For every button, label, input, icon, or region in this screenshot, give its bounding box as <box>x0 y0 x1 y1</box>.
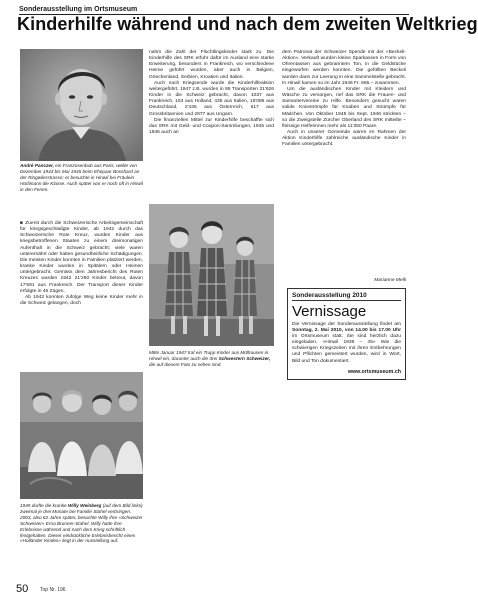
caption-tail-schwestern: die auf diesem Foto zu sehen sind. <box>149 361 222 367</box>
col3-paragraph-1: dem Patronat der Schweizer Spende mit der «Beckeli-Aktion». Verkauft wurden kleine Sparkassen in Form von Ohrentassen aus gebranntem Ton, in die Geldstücke eingeworfen werden konnten. Die gefüllten Beckeli wurden dann zur Leerung in eine Sammelstelle gebracht. In Hinwil kamen so im Jahr 1946 Fr. 665.– zusammen. <box>282 50 406 86</box>
page-headline: Kinderhilfe während und nach dem zweiten Weltkrieg <box>17 14 478 34</box>
author-signature: Marianne Melli <box>374 278 406 283</box>
infobox-kicker: Sonderausstellung 2010 <box>292 292 401 301</box>
col2-paragraph-1: nahm die Zahl der Flüchtlingskinder stark zu. Die Kinderhilfe des SRK erfuhr dafür im Ausland eine starke Erweiterung, besonders in Frankreich, wo verschiedene Heime geführt wurden, aber auch in Belgien, Griechenland, Serbien, Kroatien und Italien. <box>149 50 274 80</box>
caption-name-schwestern: Schwestern Schweizer, <box>218 355 271 361</box>
col3-paragraph-3: Auch in unserer Gemeinde waren im Rahmen der Aktion Kinderhilfe zahlreiche ausländische Kinder in Familien untergebracht. <box>282 130 406 148</box>
photo-schwestern-schweizer <box>149 204 274 346</box>
photo-caption-andre <box>20 163 143 193</box>
col1-paragraph-1: ■ Zuerst durch die Schweizerische Arbeitsgemeinschaft für kriegsgeschädigte Kinder, ab 1942 durch das Schweizerische Rote Kreuz, wurden Kinder aus kriegsbetroffenen Staaten zu einem dreimonatigen Aufenthalt in die Schweiz gebracht; viele waren unterernährt oder hatten gesundheitliche Schädigungen. Die meisten Kinder konnten in Familien platziert werden, kranke Kinder wurden in Spitälern oder Heimen untergebracht. Gemäss dem Jahresbericht des Roten Kreuzes wurden 1942 21'260 Kinder betreut, davon 17'691 aus Frankreich. Der Transport dieser Kinder erfolgte in 45 Zügen. <box>20 221 143 294</box>
photo-andre-panczer <box>20 49 143 161</box>
section-kicker: Sonderausstellung im Ortsmuseum <box>19 6 409 15</box>
article-column-1 <box>20 221 143 307</box>
museum-website-link[interactable]: www.ortsmuseum.ch <box>347 369 401 375</box>
portrait-boy-image <box>20 49 143 161</box>
article-column-3 <box>282 50 406 149</box>
infobox-text <box>292 322 401 365</box>
article-column-2 <box>149 50 274 136</box>
col1-paragraph-2: Ab 1943 konnten zufolge Weg keine Kinder mehr in die Schweiz gelangen, doch <box>20 294 143 307</box>
caption-text-willy: (auf dem Bild links) zweimal je drei Monate bei Familie Stahel verbringen. 2003, also 62 Jahre später, besuchte Willy ihre «Schweizer Schwester» Erna Brunner-Stahel. Willy hatte ihre Erlebnisse während und nach dem Krieg schriftlich festgehalten. Dieser eindrückliche Erlebnisbericht eines «Holländer Kindes» liegt in der Ausstellung auf. <box>20 503 143 544</box>
issue-label: Top Nr. 196 <box>40 587 66 593</box>
col2-paragraph-3: Die finanziellen Mittel zur Kinderhilfe beschaffte sich das SRK mit Geld- und Coupon-Sammlungen, 1945 und 1946 auch an <box>149 117 274 136</box>
col3-paragraph-2: Um die ausländischen Kinder mit Kleidern und Wäsche zu versorgen, rief das SRK die Frauen- und Samaritervereine zu Hilfe. Besonders gesucht waren solide Knieströmpfe für Knaben und Strümpfe für Mädchen. Von Oktober 1945 bis Sept. 1946 strickten – so die Zweigstelle Zürcher Oberland des SRK mitteilte – fleissige Helferinnen mehr als 11'350 Paare. <box>282 86 406 129</box>
photo-willy-weinberg <box>20 372 143 499</box>
infobox-title: Vernissage <box>292 303 367 320</box>
children-group-image <box>20 372 143 499</box>
photo-caption-willy <box>20 503 143 544</box>
three-sisters-image <box>149 204 274 346</box>
infobox-text-date: Sonntag, 2. Mai 2010, von 14.00 bis 17.00 Uhr <box>292 328 401 334</box>
vernissage-infobox <box>287 288 406 380</box>
caption-lead-willy: 1945 durfte die kranke <box>20 503 68 508</box>
caption-lead-schwestern: Mitte Januar 1947 traf ein Trupp Kinder aus Mülhausen in Hinwil ein, darunter auch die drei <box>149 350 269 361</box>
page-number: 50 <box>16 583 29 595</box>
caption-name-willy: Willy Weinberg <box>67 503 102 508</box>
infobox-text-intro: Die Vernissage der Sonderausstellung findet am <box>292 322 401 327</box>
caption-name-andre: André Panczer, <box>20 163 54 168</box>
photo-caption-schwestern <box>149 350 274 368</box>
caption-text-andre: ein Franzosenbub aus Paris, weilte von Dezember 1943 bis Mai 1945 beim Ehepaar Bosshard an der Ringwilerstrasse; er besuchte in Hinwil bei Fräulein Hürlimann die Klasse. Auch später war er noch oft in Hinwil in den Ferien. <box>20 163 143 192</box>
col2-paragraph-2: Auch nach Kriegsende wurde die Kinderhilfeaktion weitergeführt. 1947 z.B. wurden in 95 Transporten 21'626 Kinder in die Schweiz gebracht, davon 1037 aus Frankreich, 153 aus Holland, 435 aus Italien, 15'086 aus Deutschland, 2'435 aus Österreich, 617 aus Grossbritannien und 2877 aus Ungarn. <box>149 80 274 117</box>
infobox-text-body: im Ortsmuseum statt. Sie sind herzlich dazu eingeladen. «Hinwil 1939 – 45» Wie die schwierigen Kriegszeiten mit ihren Entbehrungen und Pflichten gemeistert wurden, wird in Wort, Bild und Ton dokumentiert. <box>292 334 401 364</box>
